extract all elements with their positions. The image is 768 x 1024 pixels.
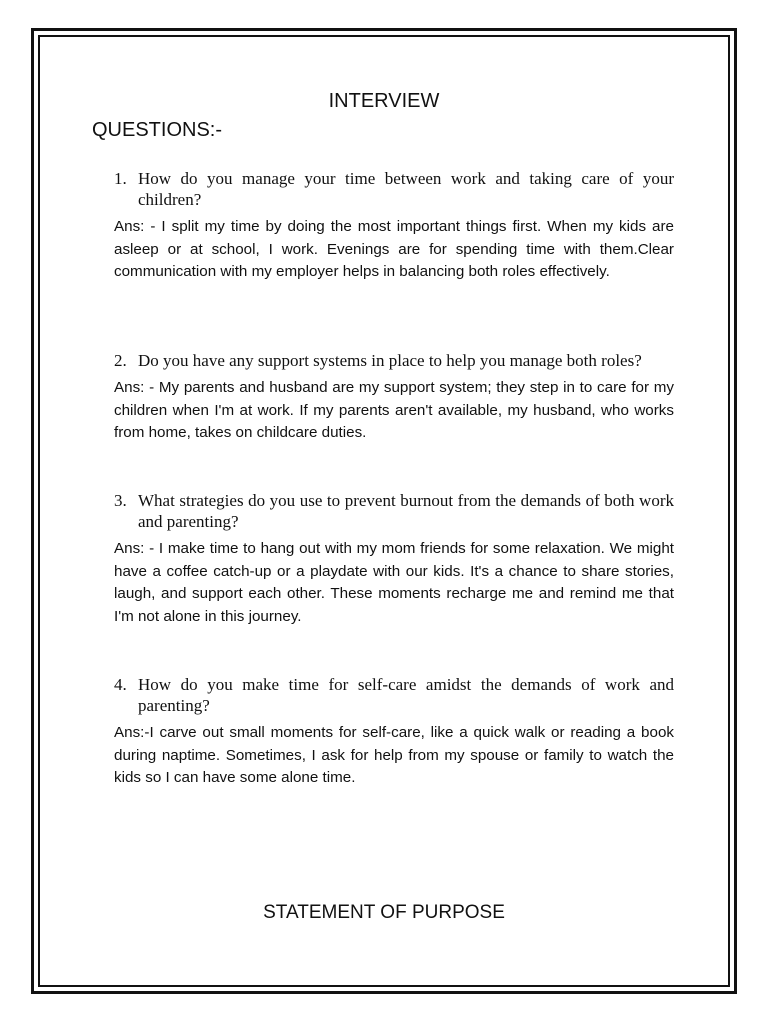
questions-heading: QUESTIONS:- xyxy=(92,119,223,141)
qa-item-3 xyxy=(114,490,674,628)
qa-item-1 xyxy=(114,168,674,284)
question-4 xyxy=(114,674,674,716)
question-3 xyxy=(114,490,674,532)
answer-4: Ans:-I carve out small moments for self-care, like a quick walk or reading a book during naptime. Sometimes, I ask for help from my spouse or family to watch the kids so I can have some alone time. xyxy=(114,724,674,786)
answer-2: Ans: - My parents and husband are my support system; they step in to care for my children when I'm at work. If my parents aren't available, my husband, who works from home, takes on childcare duties. xyxy=(114,379,674,441)
question-text: How do you manage your time between work and taking care of your children? xyxy=(138,169,674,209)
question-2 xyxy=(114,350,674,371)
question-text: What strategies do you use to prevent burnout from the demands of both work and parenting? xyxy=(138,491,674,531)
answer-3: Ans: - I make time to hang out with my mom friends for some relaxation. We might have a coffee catch-up or a playdate with our kids. It's a chance to share stories, laugh, and support each other. These moments recharge me and remind me that I'm not alone in this journey. xyxy=(114,540,674,625)
qa-item-2 xyxy=(114,350,674,445)
qa-item-4 xyxy=(114,674,674,790)
page-title: INTERVIEW xyxy=(328,90,440,112)
statement-of-purpose-heading: STATEMENT OF PURPOSE xyxy=(263,902,505,923)
question-text: How do you make time for self-care amidst the demands of work and parenting? xyxy=(138,675,674,715)
question-number: 3. xyxy=(114,491,127,510)
question-number: 2. xyxy=(114,351,127,370)
question-number: 4. xyxy=(114,675,127,694)
question-1 xyxy=(114,168,674,210)
answer-1: Ans: - I split my time by doing the most important things first. When my kids are asleep or at school, I work. Evenings are for spending time with them.Clear communication with my employer helps in balancing both roles effectively. xyxy=(114,218,674,280)
question-number: 1. xyxy=(114,169,127,188)
question-text: Do you have any support systems in place to help you manage both roles? xyxy=(138,351,642,370)
